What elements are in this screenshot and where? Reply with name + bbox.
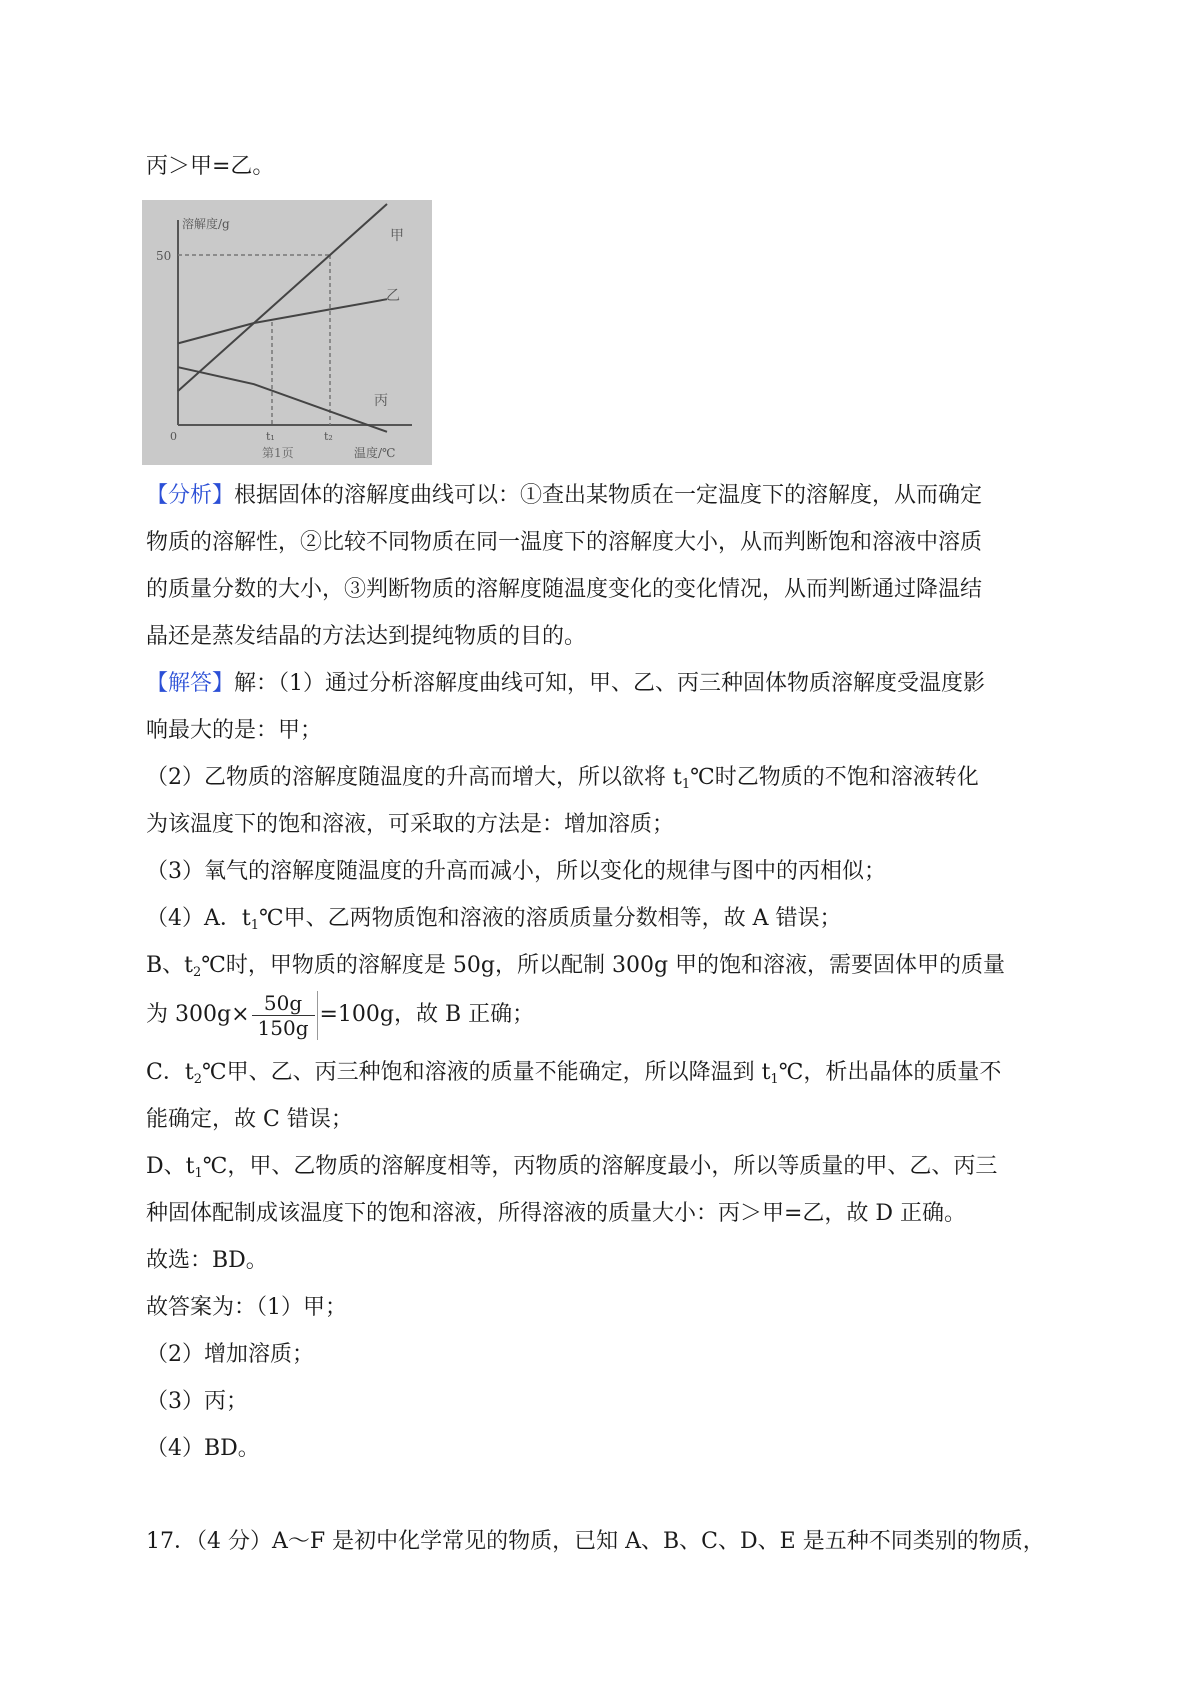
answer-text-3b: ℃时乙物质的不饱和溶液转化 [690,765,979,790]
answer-line-7 [146,951,1005,988]
subscript: 2 [193,965,202,980]
answer-line-14: 故答案为：（1）甲； [146,1295,347,1320]
answer-text-9a: C．t [146,1060,194,1085]
curves-group [178,204,387,432]
subscript: 1 [194,1166,203,1181]
curve-yi [178,299,387,343]
fraction [252,991,318,1040]
answer-text-1: 解：（1）通过分析溶解度曲线可知，甲、乙、丙三种固体物质溶解度受温度影 [234,671,986,696]
answer-line-15: （2）增加溶质； [146,1342,314,1367]
subscript: 1 [770,1072,779,1087]
answer-text-6a: （4）A．t [146,906,251,931]
t2-tick: t₂ [324,430,333,443]
y-axis-label: 溶解度/g [182,217,230,231]
page-watermark: 第1页 [262,446,294,460]
analysis-line-2: 物质的溶解性，②比较不同物质在同一温度下的溶解度大小，从而判断饱和溶液中溶质 [146,530,983,555]
answer-line-4: 为该温度下的饱和溶液，可采取的方法是：增加溶质； [146,812,675,837]
series-label-yi: 乙 [386,288,400,304]
answer-text-9c: ℃，析出晶体的质量不 [778,1060,1002,1085]
fraction-denominator: 150g [257,1015,309,1040]
answer-text-6b: ℃甲、乙两物质饱和溶液的溶质质量分数相等，故 A 错误； [259,906,842,931]
series-label-jia: 甲 [390,228,404,244]
analysis-tag: 【分析】 [146,483,235,508]
answer-text-9b: ℃甲、乙、丙三种饱和溶液的质量不能确定，所以降温到 t [201,1060,771,1085]
answer-line-5: （3）氧气的溶解度随温度的升高而减小，所以变化的规律与图中的丙相似； [146,859,886,884]
answer-text-3a: （2）乙物质的溶解度随温度的升高而增大，所以欲将 t [146,765,682,790]
curve-bing [178,367,387,432]
answer-text-8a: 为 300g× [146,1002,250,1027]
answer-line-10: 能确定，故 C 错误； [146,1107,353,1132]
analysis-line-3: 的质量分数的大小，③判断物质的溶解度随温度变化的变化情况，从而判断通过降温结 [146,577,983,602]
answer-line-2: 响最大的是：甲； [146,718,323,743]
solubility-chart [142,200,432,465]
y-tick-50: 50 [156,249,172,263]
subscript: 1 [250,918,260,933]
answer-text-11a: D、t [146,1154,195,1179]
continued-conclusion: 丙＞甲=乙。 [146,154,275,179]
answer-line-12: 种固体配制成该温度下的饱和溶液，所得溶液的质量大小：丙＞甲=乙，故 D 正确。 [146,1201,967,1226]
series-label-bing: 丙 [374,393,388,409]
question-17: 17．（4 分）A～F 是初中化学常见的物质，已知 A、B、C、D、E 是五种不同类别的物质， [146,1529,1045,1554]
fraction-numerator: 50g [252,991,315,1016]
answer-text-7a: B、t [146,953,194,978]
answer-line-13: 故选：BD。 [146,1248,268,1273]
answer-text-8b: =100g，故 B 正确； [319,1002,535,1027]
answer-line-8 [146,990,534,1040]
answer-line-6 [146,904,842,941]
answer-text-7b: ℃时，甲物质的溶解度是 50g，所以配制 300g 甲的饱和溶液，需要固体甲的质量 [201,953,1006,978]
answer-line-16: （3）丙； [146,1389,248,1414]
answer-line-9 [146,1058,1001,1095]
answer-tag: 【解答】 [146,671,235,696]
subscript: 1 [681,777,691,792]
analysis-text-1: 根据固体的溶解度曲线可以：①查出某物质在一定温度下的溶解度，从而确定 [234,483,983,508]
t1-tick: t₁ [266,430,275,443]
answer-line-1 [146,669,985,699]
x-axis-label: 温度/℃ [354,446,396,460]
analysis-line-4: 晶还是蒸发结晶的方法达到提纯物质的目的。 [146,624,587,649]
answer-line-17: （4）BD。 [146,1436,260,1461]
answer-text-11b: ℃，甲、乙物质的溶解度相等，丙物质的溶解度最小，所以等质量的甲、乙、丙三 [202,1154,998,1179]
curve-jia [178,204,387,391]
subscript: 2 [193,1072,202,1087]
answer-line-11 [146,1152,997,1189]
answer-line-3 [146,763,979,800]
analysis-line-1 [146,481,982,511]
solubility-chart-svg [142,200,432,465]
origin-label: 0 [170,430,177,443]
